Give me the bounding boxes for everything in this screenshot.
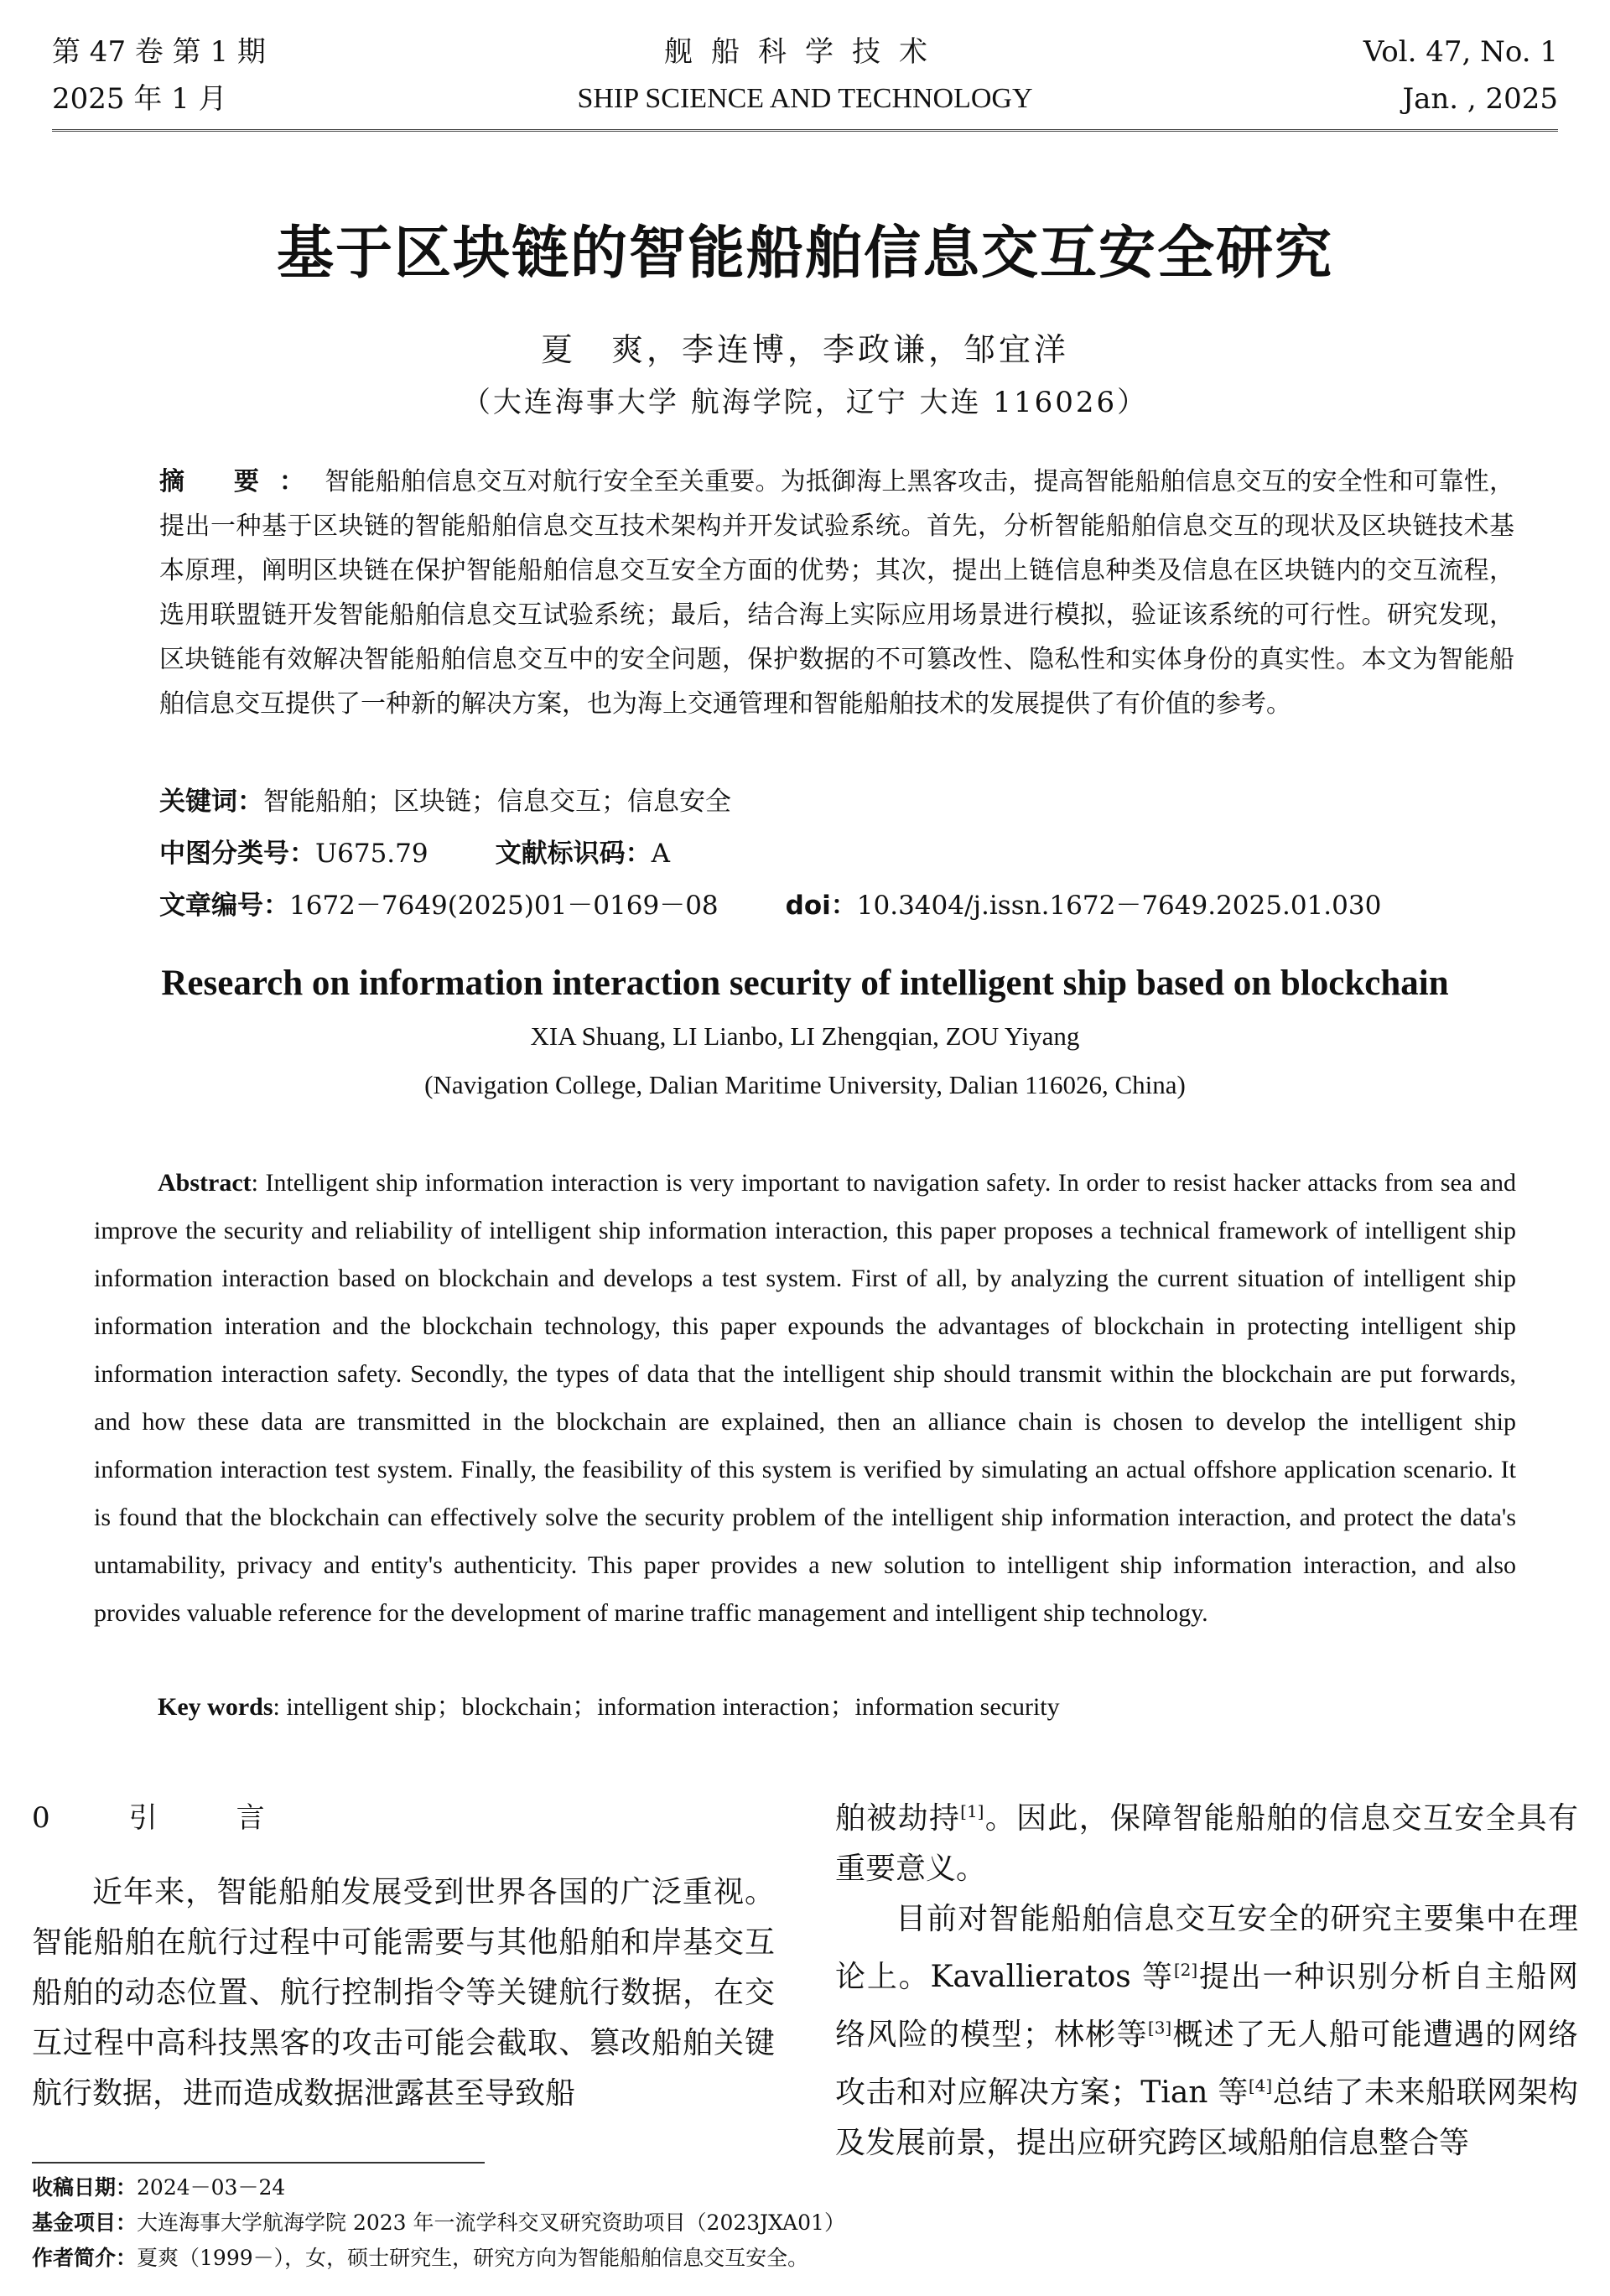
doc-code-label: 文献标识码： [495,839,652,869]
footnote-fund [32,2205,1290,2241]
article-no-label: 文章编号： [159,891,289,921]
abstract-en-label: Abstract [158,1169,252,1197]
title-en: Research on information interaction security of intelligent ship based on blockchain [161,964,1449,1003]
keywords-en [158,1686,1060,1722]
date-cn: 2025 年 1 月 [52,82,227,116]
text-run: 总结了未来船联网架构及发展前景，提出应研究跨区域船舶信息整合等 [835,2075,1578,2160]
footnotes [32,2170,1290,2276]
article-no-value: 1672－7649(2025)01－0169－08 [289,891,719,921]
journal-name-cn: 舰船科学技术 [664,35,946,69]
abstract-en [94,1159,1516,1637]
text-run: 。因此，保障智能船舶的信息交互安全具有重要意义。 [835,1801,1578,1886]
footnote-divider [32,2162,485,2164]
authors-cn: 夏 爽，李连博，李政谦，邹宜洋 [540,331,1069,368]
keywords-en-label: Key words [158,1693,273,1721]
volume-cn: 第 47 卷 第 1 期 [52,35,266,69]
classification-line [159,832,670,870]
volume-en: Vol. 47, No. 1 [1363,35,1558,69]
abstract-cn [159,460,1514,726]
body-column-left [32,1795,775,2119]
abstract-cn-label: 摘 要： [159,467,325,496]
text-run: 目前对智能船舶信息交互安全的研究主要集中在理论上。Kavallieratos 等 [835,1902,1578,1994]
header-right [1363,29,1558,122]
affiliation-en: (Navigation College, Dalian Maritime University, Dalian 116026, China) [424,1070,1186,1099]
doi-value: 10.3404/j.issn.1672－7649.2025.01.030 [856,891,1382,921]
citation-ref: [2] [1173,1960,1198,1980]
clc-label: 中图分类号： [159,839,315,869]
doc-code-value: A [651,839,670,869]
fund-label: 基金项目： [32,2210,138,2235]
authors-en: XIA Shuang, LI Lianbo, LI Zhengqian, ZOU Yiyang [530,1021,1080,1051]
keywords-cn [159,780,731,818]
header-center [52,29,1558,122]
text-run: 提出一种识别分析自主船网络风险的模型；林彬等 [835,1960,1578,2052]
text-run: 概述了无人船可能遭遇的网络攻击和对应解决方案；Tian 等 [835,2018,1578,2110]
body-column-right [835,1786,1578,2169]
title-cn: 基于区块链的智能船舶信息交互安全研究 [276,221,1333,287]
keywords-en-value: : intelligent ship；blockchain；information interaction；information security [273,1693,1060,1721]
section-heading-introduction: 0 引 言 [32,1801,290,1835]
doi-label: doi： [785,891,857,921]
footnote-author-bio [32,2241,1290,2276]
article-number-line [159,884,1381,922]
abstract-cn-text: 智能船舶信息交互对航行安全至关重要。为抵御海上黑客攻击，提高智能船舶信息交互的安全性和可靠性，提出一种基于区块链的智能船舶信息交互技术架构并开发试验系统。首先，分析智能船舶信息交互的现状及区块链技术基本原理，阐明区块链在保护智能船舶信息交互安全方面的优势；其次，提出上链信息种类及信息在区块链内的交互流程，选用联盟链开发智能船舶信息交互试验系统；最后，结合海上实际应用场景进行模拟，验证该系统的可行性。研究发现，区块链能有效解决智能船舶信息交互中的安全问题，保护数据的不可篡改性、隐私性和实体身份的真实性。本文为智能船舶信息交互提供了一种新的解决方案，也为海上交通管理和智能船舶技术的发展提供了有价值的参考。 [159,467,1515,719]
citation-ref: [1] [960,1801,984,1821]
intro-paragraph-2 [835,1894,1578,2169]
keywords-cn-value: 智能船舶；区块链；信息交互；信息安全 [263,787,731,817]
intro-paragraph-1-continued [835,1786,1578,1894]
affiliation-cn: （大连海事大学 航海学院，辽宁 大连 116026） [461,386,1149,419]
keywords-cn-label: 关键词： [159,787,263,817]
text-run: 舶被劫持 [835,1801,961,1836]
bio-label: 作者简介： [32,2246,138,2270]
bio-value: 夏爽（1999－），女，硕士研究生，研究方向为智能船舶信息交互安全。 [137,2246,809,2270]
fund-value: 大连海事大学航海学院 2023 年一流学科交叉研究资助项目（2023JXA01） [137,2210,845,2235]
journal-name-en: SHIP SCIENCE AND TECHNOLOGY [577,83,1033,114]
received-label: 收稿日期： [32,2175,138,2200]
abstract-en-text: : Intelligent ship information interaction is very important to navigation safety. In order to resist hacker attacks from sea and improve the security and reliability of intelligent ship information interaction, this paper proposes a technical framework of intelligent ship information interaction based on blockchain and develops a test system. First of all, by analyzing the current situation of intelligent ship information interation and the blockchain technology, this paper expounds the advantages of blockchain in protecting intelligent ship information interaction safety. Secondly, the types of data that the intelligent ship should transmit within the blockchain are put forwards, and how these data are transmitted in the blockchain are explained, then an alliance chain is chosen to develop the intelligent ship information interaction test system. Finally, the feasibility of this system is verified by simulating an actual offshore application scenario. It is found that the blockchain can effectively solve the security problem of the intelligent ship information interaction, and protect the data's untamability, privacy and entity's authenticity. This paper provides a new solution to intelligent ship information interaction, and also provides valuable reference for the development of marine traffic management and intelligent ship technology. [94,1169,1516,1627]
intro-paragraph-1: 近年来，智能船舶发展受到世界各国的广泛重视。智能船舶在航行过程中可能需要与其他船舶和岸基交互船舶的动态位置、航行控制指令等关键航行数据，在交互过程中高科技黑客的攻击可能会截取、篡改船舶关键航行数据，进而造成数据泄露甚至导致船 [32,1875,775,2111]
citation-ref: [3] [1147,2018,1172,2038]
citation-ref: [4] [1248,2075,1273,2096]
clc-value: U675.79 [315,839,428,869]
footnote-received [32,2170,1290,2205]
received-value: 2024－03－24 [137,2175,286,2200]
page-header [52,29,1558,132]
date-en: Jan. , 2025 [1402,82,1558,116]
